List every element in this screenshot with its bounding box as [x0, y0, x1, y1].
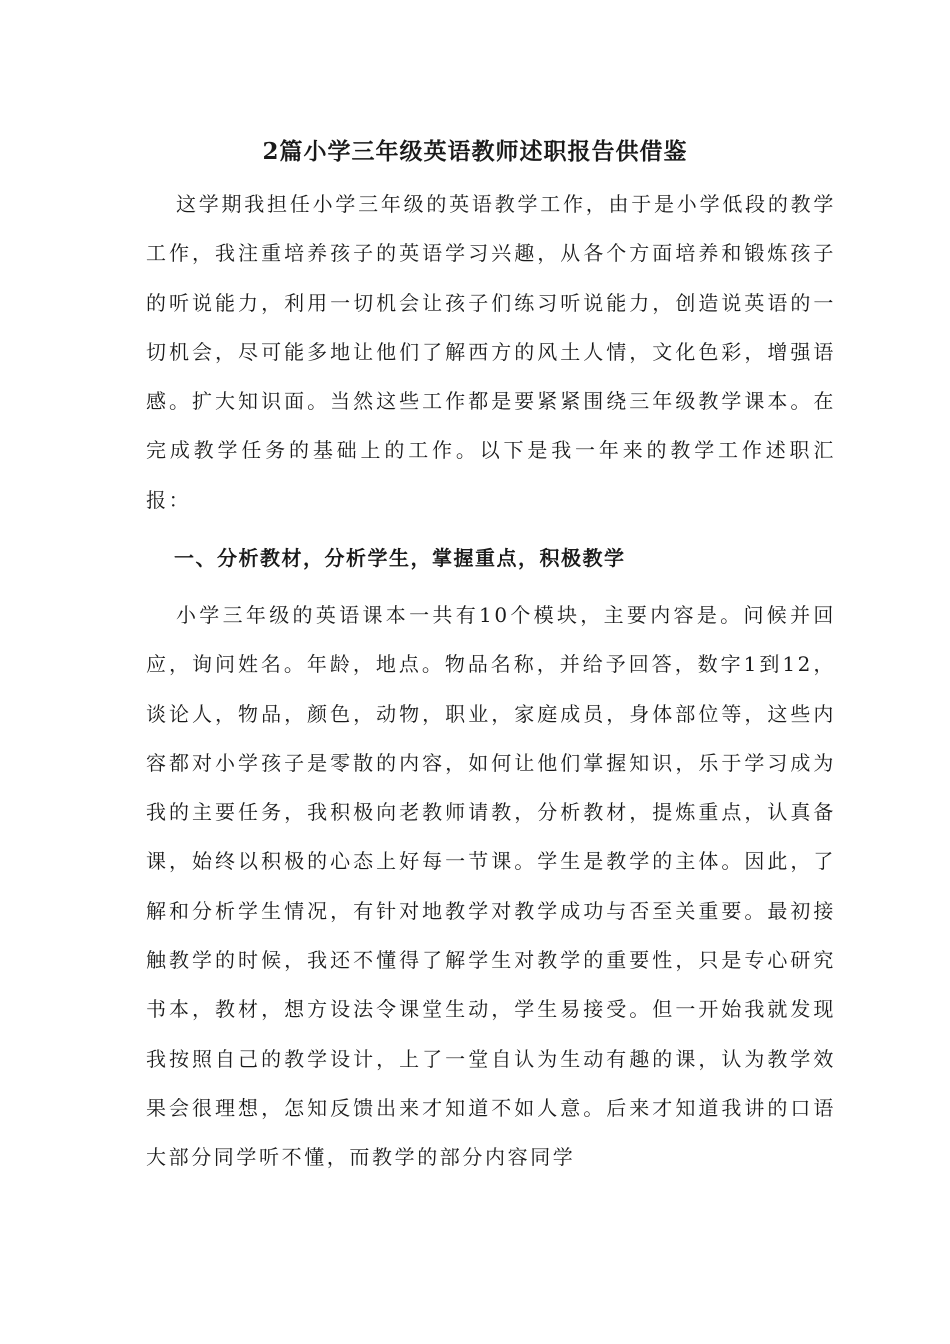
document-title: 2篇小学三年级英语教师述职报告供借鉴 — [262, 138, 688, 165]
intro-paragraph: 这学期我担任小学三年级的英语教学工作，由于是小学低段的教学工作，我注重培养孩子的英语学习兴趣，从各个方面培养和锻炼孩子的听说能力，利用一切机会让孩子们练习听说能力，创造说英语的一切机会，尽可能多地让他们了解西方的风土人情，文化色彩，增强语感。扩大知识面。当然这些工作都是要紧紧围绕三年级教学课本。在完成教学任务的基础上的工作。以下是我一年来的教学工作述职汇报： — [146, 192, 836, 512]
body-paragraph: 小学三年级的英语课本一共有10个模块，主要内容是。问候并回应，询问姓名。年龄，地点。物品名称，并给予回答，数字1到12，谈论人，物品，颜色，动物，职业，家庭成员，身体部位等，这些内容都对小学孩子是零散的内容，如何让他们掌握知识，乐于学习成为我的主要任务，我积极向老教师请教，分析教材，提炼重点，认真备课，始终以积极的心态上好每一节课。学生是教学的主体。因此，了解和分析学生情况，有针对地教学对教学成功与否至关重要。最初接触教学的时候，我还不懂得了解学生对教学的重要性，只是专心研究书本，教材，想方设法令课堂生动，学生易接受。但一开始我就发现我按照自己的教学设计，上了一堂自认为生动有趣的课，认为教学效果会很理想，怎知反馈出来才知道不如人意。后来才知道我讲的口语大部分同学听不懂，而教学的部分内容同学 — [146, 603, 836, 1170]
section-heading: 一、分析教材，分析学生，掌握重点，积极教学 — [174, 546, 626, 570]
